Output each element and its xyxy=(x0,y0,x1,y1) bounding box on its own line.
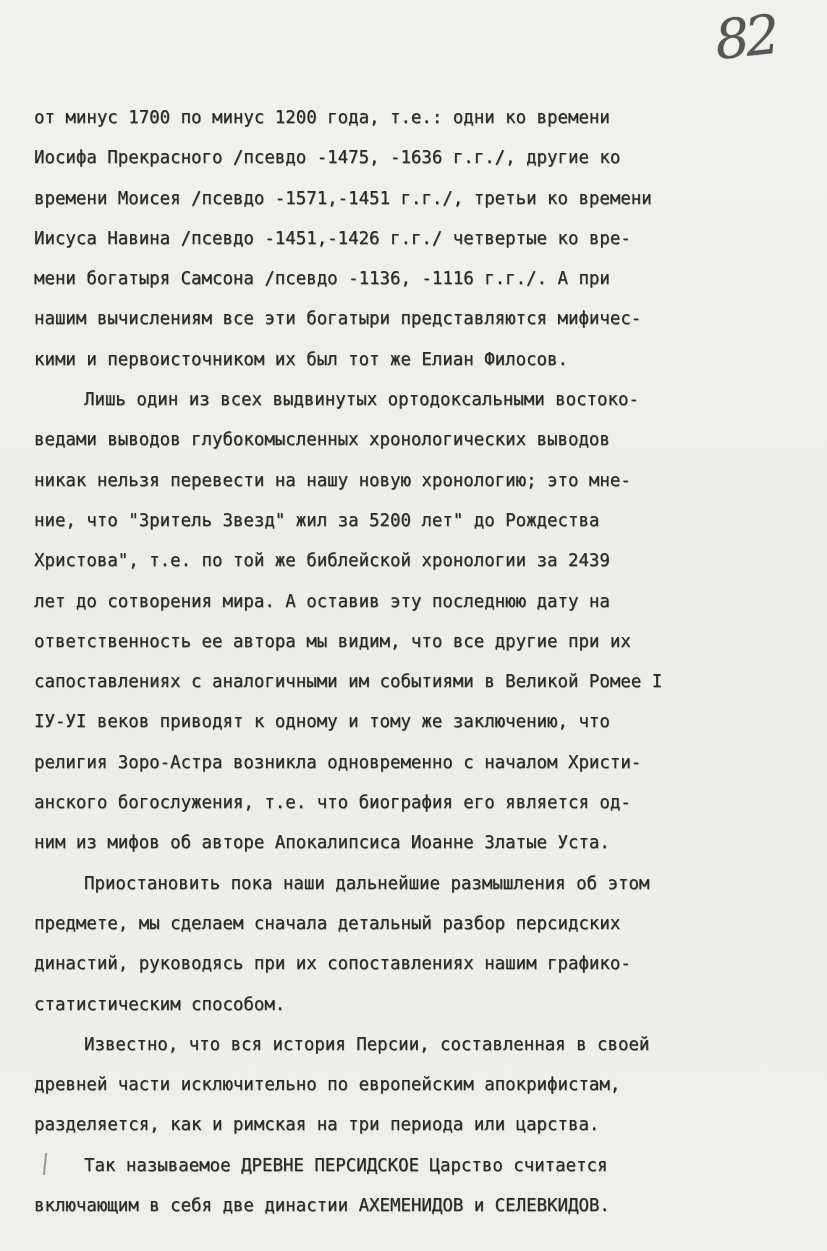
text-line: ответственность ее автора мы видим, что все другие при их xyxy=(34,631,631,652)
text-line: IУ-УI веков приводят к одному и тому же заключению, что xyxy=(34,712,610,733)
text-line: ним из мифов об авторе Апокалипсиса Иоанне Златые Уста. xyxy=(34,833,610,854)
text-line: династий, руководясь при их сопоставлениях нашим графико- xyxy=(34,954,631,975)
text-line: времени Моисея /псевдо -1571,-1451 г.г./, третьи ко времени xyxy=(34,188,652,209)
text-line: предмете, мы сделаем сначала детальный разбор персидских xyxy=(34,913,621,934)
text-line: сапоставлениях с аналогичными им событиями в Великой Ромее I xyxy=(34,672,663,693)
page-number: 82 xyxy=(711,2,779,73)
text-line: кими и первоисточником их был тот же Елиан Филосов. xyxy=(34,349,568,370)
text-line: Иисуса Навина /псевдо -1451,-1426 г.г./ четвертые ко вре- xyxy=(34,228,631,249)
text-line: лет до сотворения мира. А оставив эту последнюю дату на xyxy=(34,591,610,612)
text-line: религия Зоро-Астра возникла одновременно с началом Христи- xyxy=(34,752,642,773)
text-line: статистическим способом. xyxy=(34,994,286,1015)
text-line: мени богатыря Самсона /псевдо -1136, -1116 г.г./. А при xyxy=(34,269,610,290)
text-line: разделяется, как и римская на три периода или царства. xyxy=(34,1115,600,1136)
text-line: от минус 1700 по минус 1200 года, т.е.: одни ко времени xyxy=(34,108,610,128)
text-line: включающим в себя две династии АХЕМЕНИДОВ и СЕЛЕВКИДОВ. xyxy=(34,1196,610,1217)
text-line: анского богослужения, т.е. что биография его является од- xyxy=(34,793,631,814)
paragraph-start-line: Известно, что вся история Персии, составленная в своей xyxy=(84,1034,650,1055)
text-line: Иосифа Прекрасного /псевдо -1475, -1636 г.г./, другие ко xyxy=(34,148,621,169)
text-line: нашим вычислениям все эти богатыри представляются мифичес- xyxy=(34,309,642,330)
paragraph-start-line: Приостановить пока наши дальнейшие размышления об этом xyxy=(84,873,650,894)
text-line: никак нельзя перевести на нашу новую хронологию; это мне- xyxy=(34,470,631,491)
text-line: Христова", т.е. по той же библейской хронологии за 2439 xyxy=(34,551,610,572)
text-line: ведами выводов глубокомысленных хронологических выводов xyxy=(34,430,610,451)
text-line: древней части исключительно по европейским апокрифистам, xyxy=(34,1075,621,1096)
text-line: ние, что "Зритель Звезд" жил за 5200 лет" до Рождества xyxy=(34,510,600,531)
paragraph-start-line: Так называемое ДРЕВНЕ ПЕРСИДСКОЕ Царство считается xyxy=(84,1155,608,1176)
typewritten-body xyxy=(34,98,826,1226)
paragraph-start-line: Лишь один из всех выдвинутых ортодоксальными востоко- xyxy=(84,390,639,411)
